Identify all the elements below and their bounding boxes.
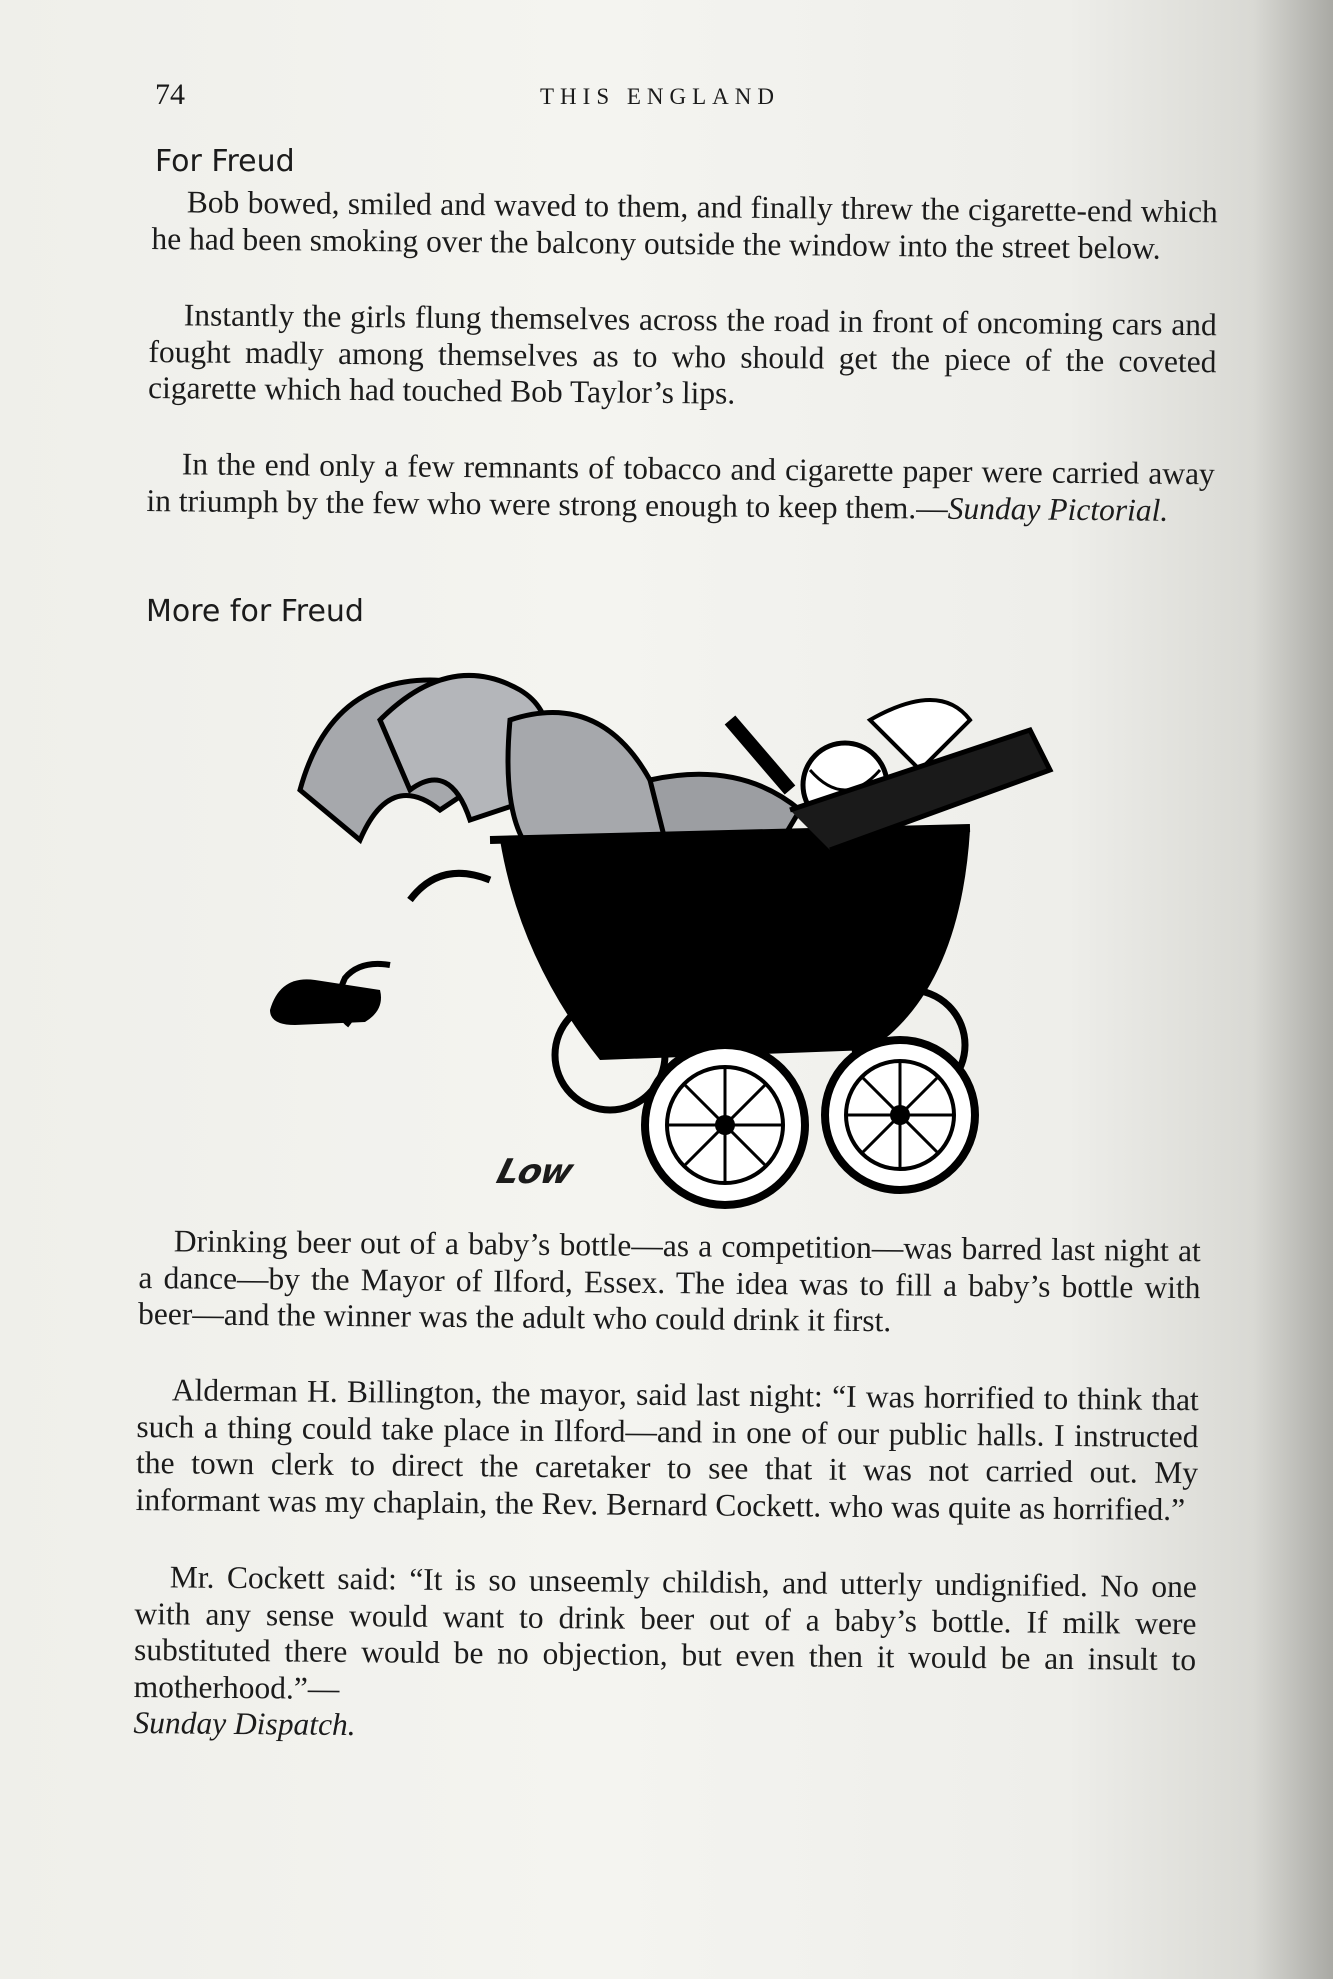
section-title-for-freud: For Freud: [155, 144, 295, 179]
paragraph: [133, 1559, 1197, 1752]
section-title-more-for-freud: More for Freud: [146, 594, 364, 629]
book-title: THIS ENGLAND: [540, 84, 781, 109]
paragraph: Instantly the girls flung themselves across the road in front of oncoming cars and fought madly among themselves as to who should get the piece of the coveted cigarette which had touched Bob Taylor’s lips.: [147, 297, 1217, 411]
paragraph: Bob bowed, smiled and waved to them, and finally threw the cigarette-end which he had been smoking over the balcony outside the window into the street below.: [151, 184, 1218, 266]
source-citation: Sunday Dispatch.: [133, 1704, 356, 1743]
cartoon-man-in-pram: [270, 660, 1090, 1220]
page-number: 74: [155, 78, 185, 111]
paragraph-text: In the end only a few remnants of tobacco and cigarette paper were carried away in triumph by the few who were strong enough to keep them.—: [146, 446, 1215, 526]
paragraph: [146, 446, 1215, 529]
paragraph: Drinking beer out of a baby’s bottle—as a competition—was barred last night at a dance—by the Mayor of Ilford, Essex. The idea was to fill a baby’s bottle with beer—and the winner was the adult who could drink it first.: [137, 1223, 1201, 1339]
source-citation: Sunday Pictorial.: [947, 490, 1169, 528]
cartoonist-signature: Low: [492, 1152, 577, 1192]
paragraph: Alderman H. Billington, the mayor, said last night: “I was horrified to think that such a thing could take place in Ilford—and in one of our public halls. I instructed the town clerk to direct the caretaker to see that it was not carried out. My informant was my chaplain, the Rev. Bernard Cockett. who was quite as horrified.”: [135, 1372, 1199, 1527]
running-head: [155, 78, 1205, 118]
paragraph-text: Mr. Cockett said: “It is so unseemly childish, and utterly undignified. No one with any sense would want to drink beer out of a baby’s bottle. If milk were substituted there would be no objection, but even then it would be an insult to motherhood.”—: [133, 1559, 1197, 1706]
